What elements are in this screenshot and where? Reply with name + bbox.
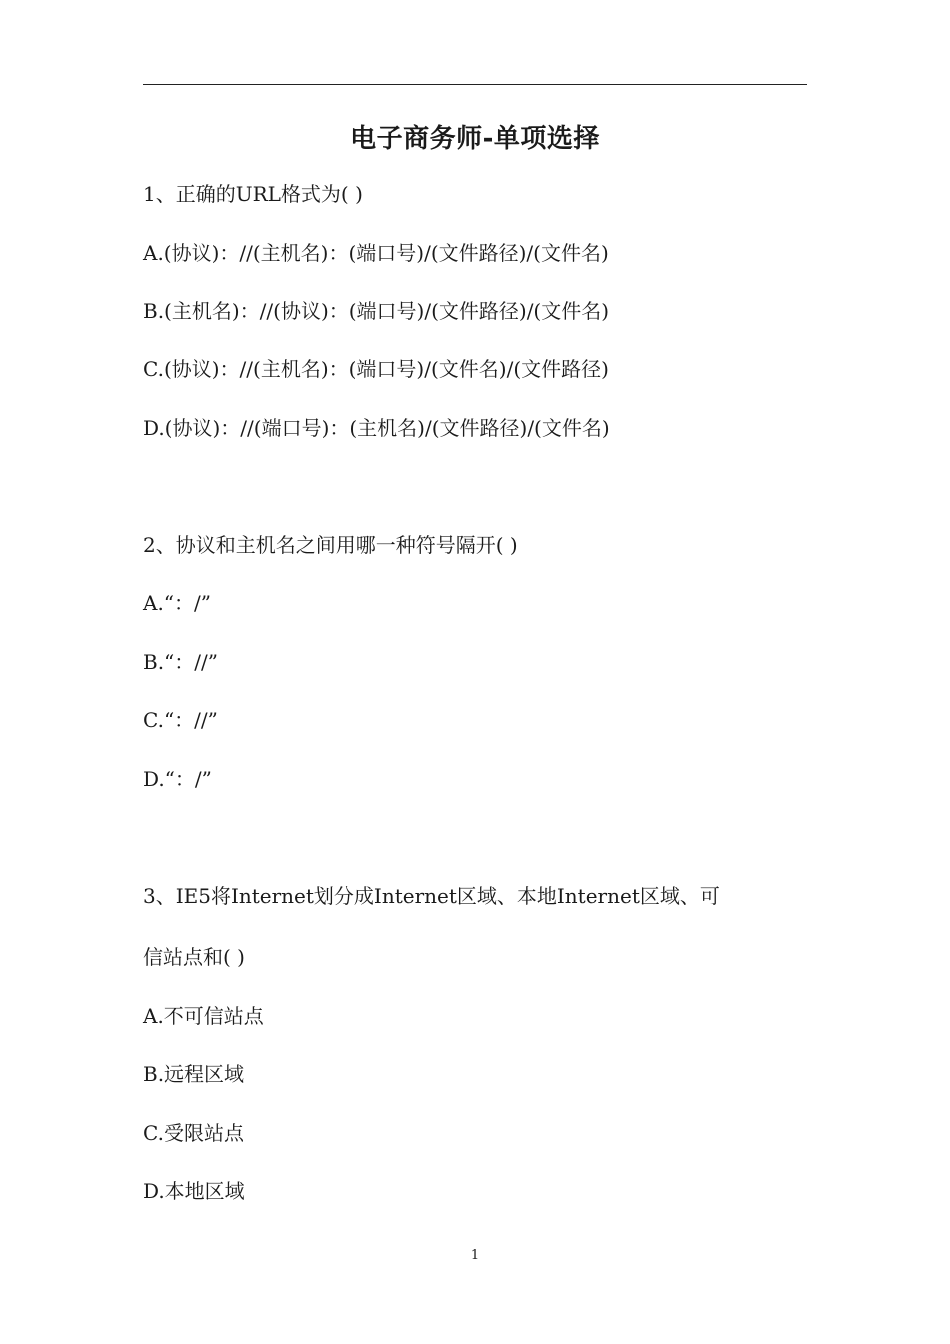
- question-2-option-b: B.“：//”: [143, 650, 218, 674]
- question-1-option-a: A.(协议)：//(主机名)：(端口号)/(文件路径)/(文件名): [143, 241, 609, 265]
- question-3-stem-line-2: 信站点和( ): [143, 945, 245, 969]
- question-1-option-d: D.(协议)：//(端口号)：(主机名)/(文件路径)/(文件名): [143, 416, 610, 440]
- question-3-option-a: A.不可信站点: [143, 1004, 264, 1028]
- question-2-option-a: A.“：/”: [143, 591, 211, 615]
- question-3-option-c: C.受限站点: [143, 1121, 244, 1145]
- question-2-stem: 2、协议和主机名之间用哪一种符号隔开( ): [143, 533, 518, 557]
- question-2-option-c: C.“：//”: [143, 708, 218, 732]
- question-3-option-d: D.本地区域: [143, 1179, 245, 1203]
- document-title: 电子商务师-单项选择: [350, 124, 600, 154]
- question-1-option-c: C.(协议)：//(主机名)：(端口号)/(文件名)/(文件路径): [143, 357, 609, 381]
- question-3-stem-line-1: 3、IE5将Internet划分成Internet区域、本地Internet区域、可: [143, 884, 720, 908]
- header-rule: [143, 84, 807, 85]
- page-number: 1: [470, 1248, 480, 1263]
- question-2-option-d: D.“：/”: [143, 767, 212, 791]
- question-1-option-b: B.(主机名)：//(协议)：(端口号)/(文件路径)/(文件名): [143, 299, 610, 323]
- question-1-stem: 1、正确的URL格式为( ): [143, 182, 363, 206]
- question-3-option-b: B.远程区域: [143, 1062, 245, 1086]
